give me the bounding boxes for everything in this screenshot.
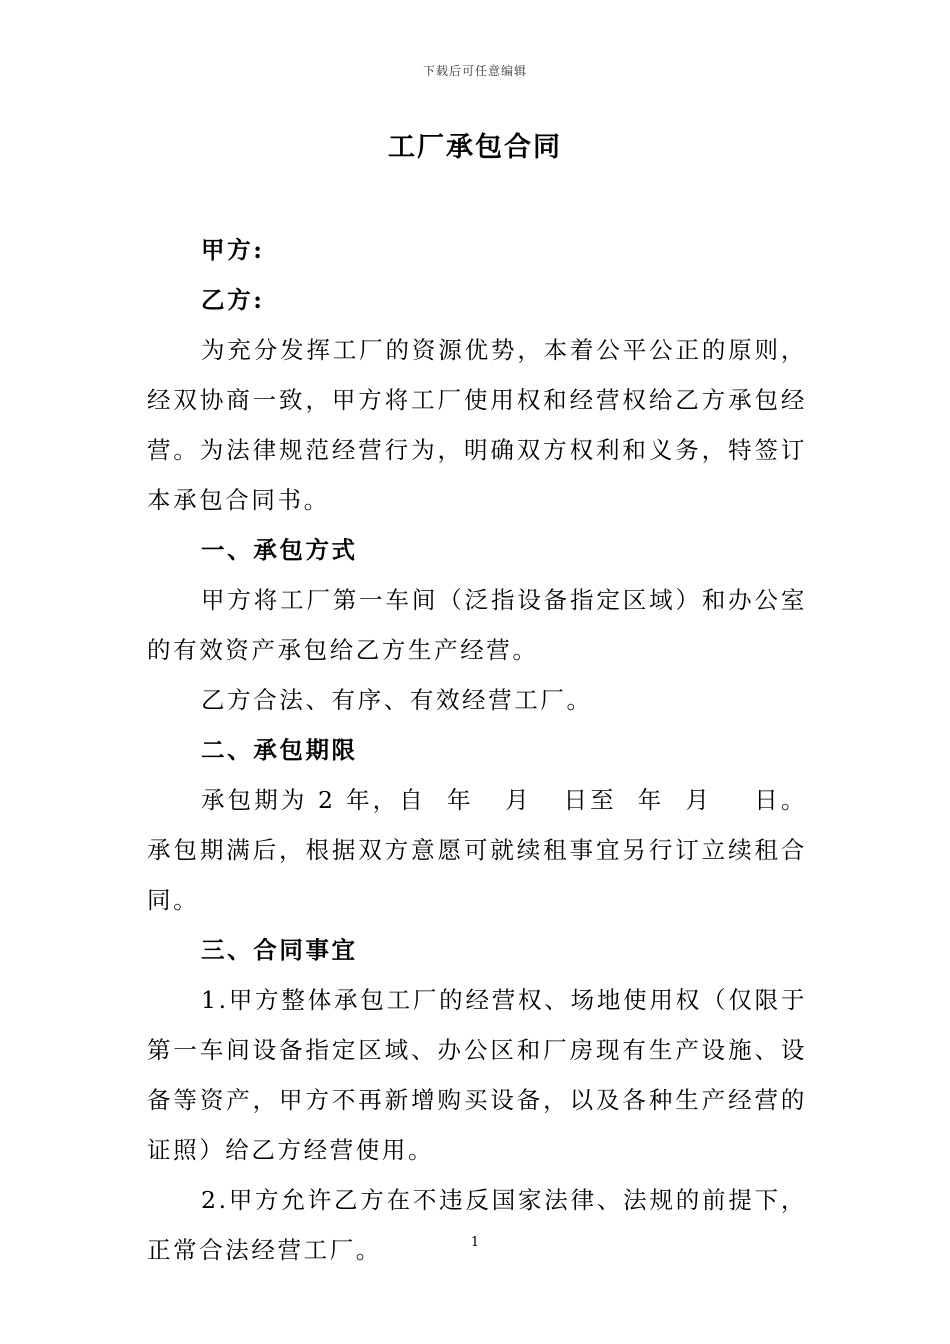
document-body <box>147 225 807 1275</box>
document-title: 工厂承包合同 <box>388 132 562 163</box>
section-1-heading: 一、承包方式 <box>201 536 358 564</box>
section-2-heading: 二、承包期限 <box>201 736 358 764</box>
section-3-paragraph-1: 1.甲方整体承包工厂的经营权、场地使用权（仅限于第一车间设备指定区域、办公区和厂房现有生产设施、设备等资产，甲方不再新增购买设备，以及各种生产经营的证照）给乙方经营使用。 <box>147 986 807 1164</box>
intro-paragraph: 为充分发挥工厂的资源优势，本着公平公正的原则，经双协商一致，甲方将工厂使用权和经营权给乙方承包经营。为法律规范经营行为，明确双方权利和义务，特签订本承包合同书。 <box>147 336 807 514</box>
party-b-line: 乙方: <box>201 286 265 314</box>
section-3-paragraph-2: 2.甲方允许乙方在不违反国家法律、法规的前提下，正常合法经营工厂。 <box>147 1186 807 1264</box>
section-1-paragraph-2: 乙方合法、有序、有效经营工厂。 <box>201 686 593 714</box>
section-2-paragraph-1: 承包期为 2 年，自 年 月 日至 年 月 日。承包期满后，根据双方意愿可就续租事宜另行订立续租合同。 <box>147 786 807 914</box>
page-number: 1 <box>470 1235 480 1250</box>
section-1-paragraph-1: 甲方将工厂第一车间（泛指设备指定区域）和办公室的有效资产承包给乙方生产经营。 <box>147 586 807 664</box>
section-3-heading: 三、合同事宜 <box>201 936 358 964</box>
party-a-line: 甲方: <box>201 236 265 264</box>
header-note: 下载后可任意编辑 <box>422 64 527 78</box>
